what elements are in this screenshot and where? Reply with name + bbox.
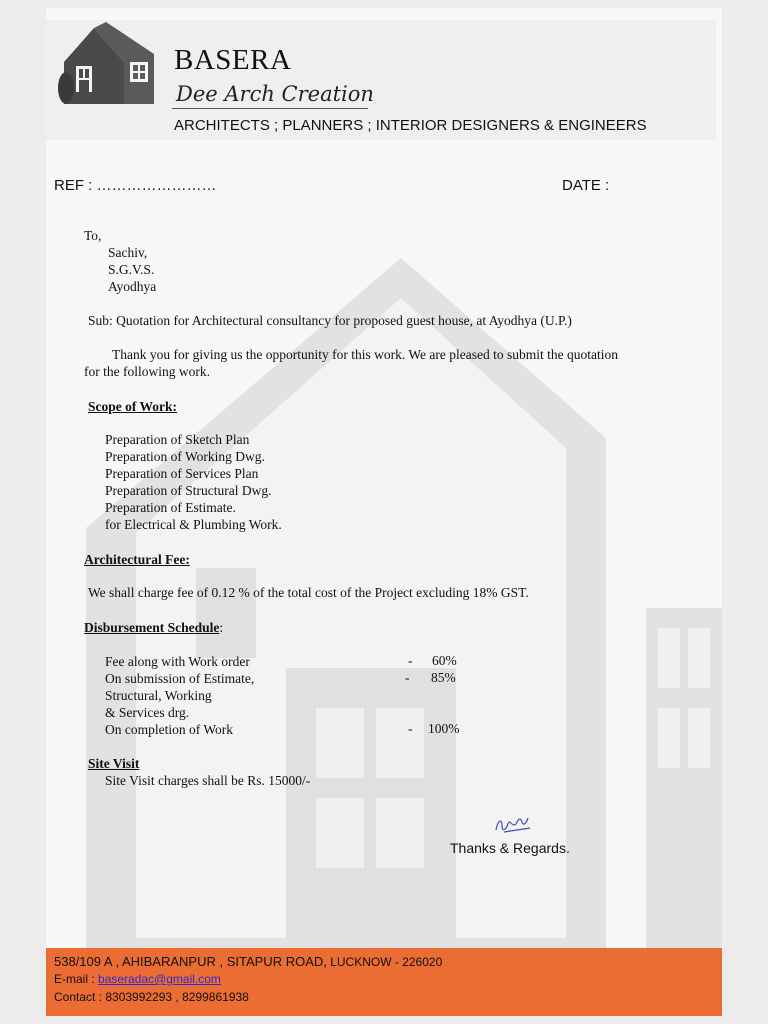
schedule-row-value: 100% xyxy=(428,721,460,736)
header-band xyxy=(46,20,716,140)
schedule-row-value: 85% xyxy=(431,670,456,685)
subject-line: Sub: Quotation for Architectural consultancy for proposed guest house, at Ayodhya (U.P.) xyxy=(88,313,572,328)
house-logo-icon xyxy=(54,22,154,104)
letterhead-page xyxy=(46,8,722,1016)
footer-email-link[interactable]: baseradac@gmail.com xyxy=(98,972,221,986)
scope-item: for Electrical & Plumbing Work. xyxy=(105,517,282,532)
scope-item: Preparation of Estimate. xyxy=(105,500,236,515)
signature-icon xyxy=(490,808,540,838)
footer-address-main: 538/109 A , AHIBARANPUR , SITAPUR ROAD, xyxy=(54,954,327,969)
schedule-row-dash: - xyxy=(405,670,410,685)
site-visit-text: Site Visit charges shall be Rs. 15000/- xyxy=(105,773,311,788)
intro-line-2: for the following work. xyxy=(84,364,210,379)
footer-contact-label: Contact : xyxy=(54,990,106,1004)
footer-email-label: E-mail : xyxy=(54,972,99,986)
intro-line-1: Thank you for giving us the opportunity for this work. We are pleased to submit the quotation xyxy=(112,347,618,362)
schedule-row-label: On submission of Estimate, xyxy=(105,671,255,686)
footer-contact-numbers: 8303992293 , 8299861938 xyxy=(105,990,249,1004)
schedule-row-label: On completion of Work xyxy=(105,722,234,737)
scope-item: Preparation of Working Dwg. xyxy=(105,449,265,464)
schedule-heading-colon: : xyxy=(219,620,224,635)
salutation-to: To, xyxy=(84,228,102,243)
fee-text: We shall charge fee of 0.12 % of the total cost of the Project excluding 18% GST. xyxy=(88,585,529,600)
fee-heading: Architectural Fee: xyxy=(84,552,190,567)
services-line: ARCHITECTS ; PLANNERS ; INTERIOR DESIGNERS & ENGINEERS xyxy=(174,117,647,134)
recipient-line: Ayodhya xyxy=(108,279,157,294)
schedule-row-label: Fee along with Work order xyxy=(105,654,250,669)
scope-item: Preparation of Services Plan xyxy=(105,466,259,481)
scope-item: Preparation of Structural Dwg. xyxy=(105,483,272,498)
footer-address xyxy=(54,954,442,969)
recipient-line: Sachiv, xyxy=(108,245,148,260)
brand-tagline: Dee Arch Creation xyxy=(176,82,374,106)
schedule-row-label: & Services drg. xyxy=(105,705,190,720)
schedule-heading-text: Disbursement Schedule xyxy=(84,620,220,635)
schedule-heading xyxy=(84,619,223,636)
schedule-row-value: 60% xyxy=(432,653,457,668)
brand-name: BASERA xyxy=(174,44,292,76)
scope-item: Preparation of Sketch Plan xyxy=(105,432,250,447)
schedule-row-label: Structural, Working xyxy=(105,688,212,703)
scope-heading: Scope of Work: xyxy=(88,399,178,414)
schedule-row-dash: - xyxy=(408,721,413,736)
date-field: DATE : xyxy=(562,177,610,194)
schedule-row-dash: - xyxy=(408,653,413,668)
site-visit-heading: Site Visit xyxy=(88,756,140,771)
footer-bar xyxy=(46,948,722,1016)
footer-email-row xyxy=(54,971,221,986)
recipient-line: S.G.V.S. xyxy=(108,262,155,277)
footer-address-city: LUCKNOW - 226020 xyxy=(326,955,443,969)
closing-thanks: Thanks & Regards. xyxy=(450,840,570,856)
footer-contact-row xyxy=(54,989,249,1004)
ref-field: REF : …………………… xyxy=(54,177,217,194)
tagline-divider xyxy=(172,108,368,109)
